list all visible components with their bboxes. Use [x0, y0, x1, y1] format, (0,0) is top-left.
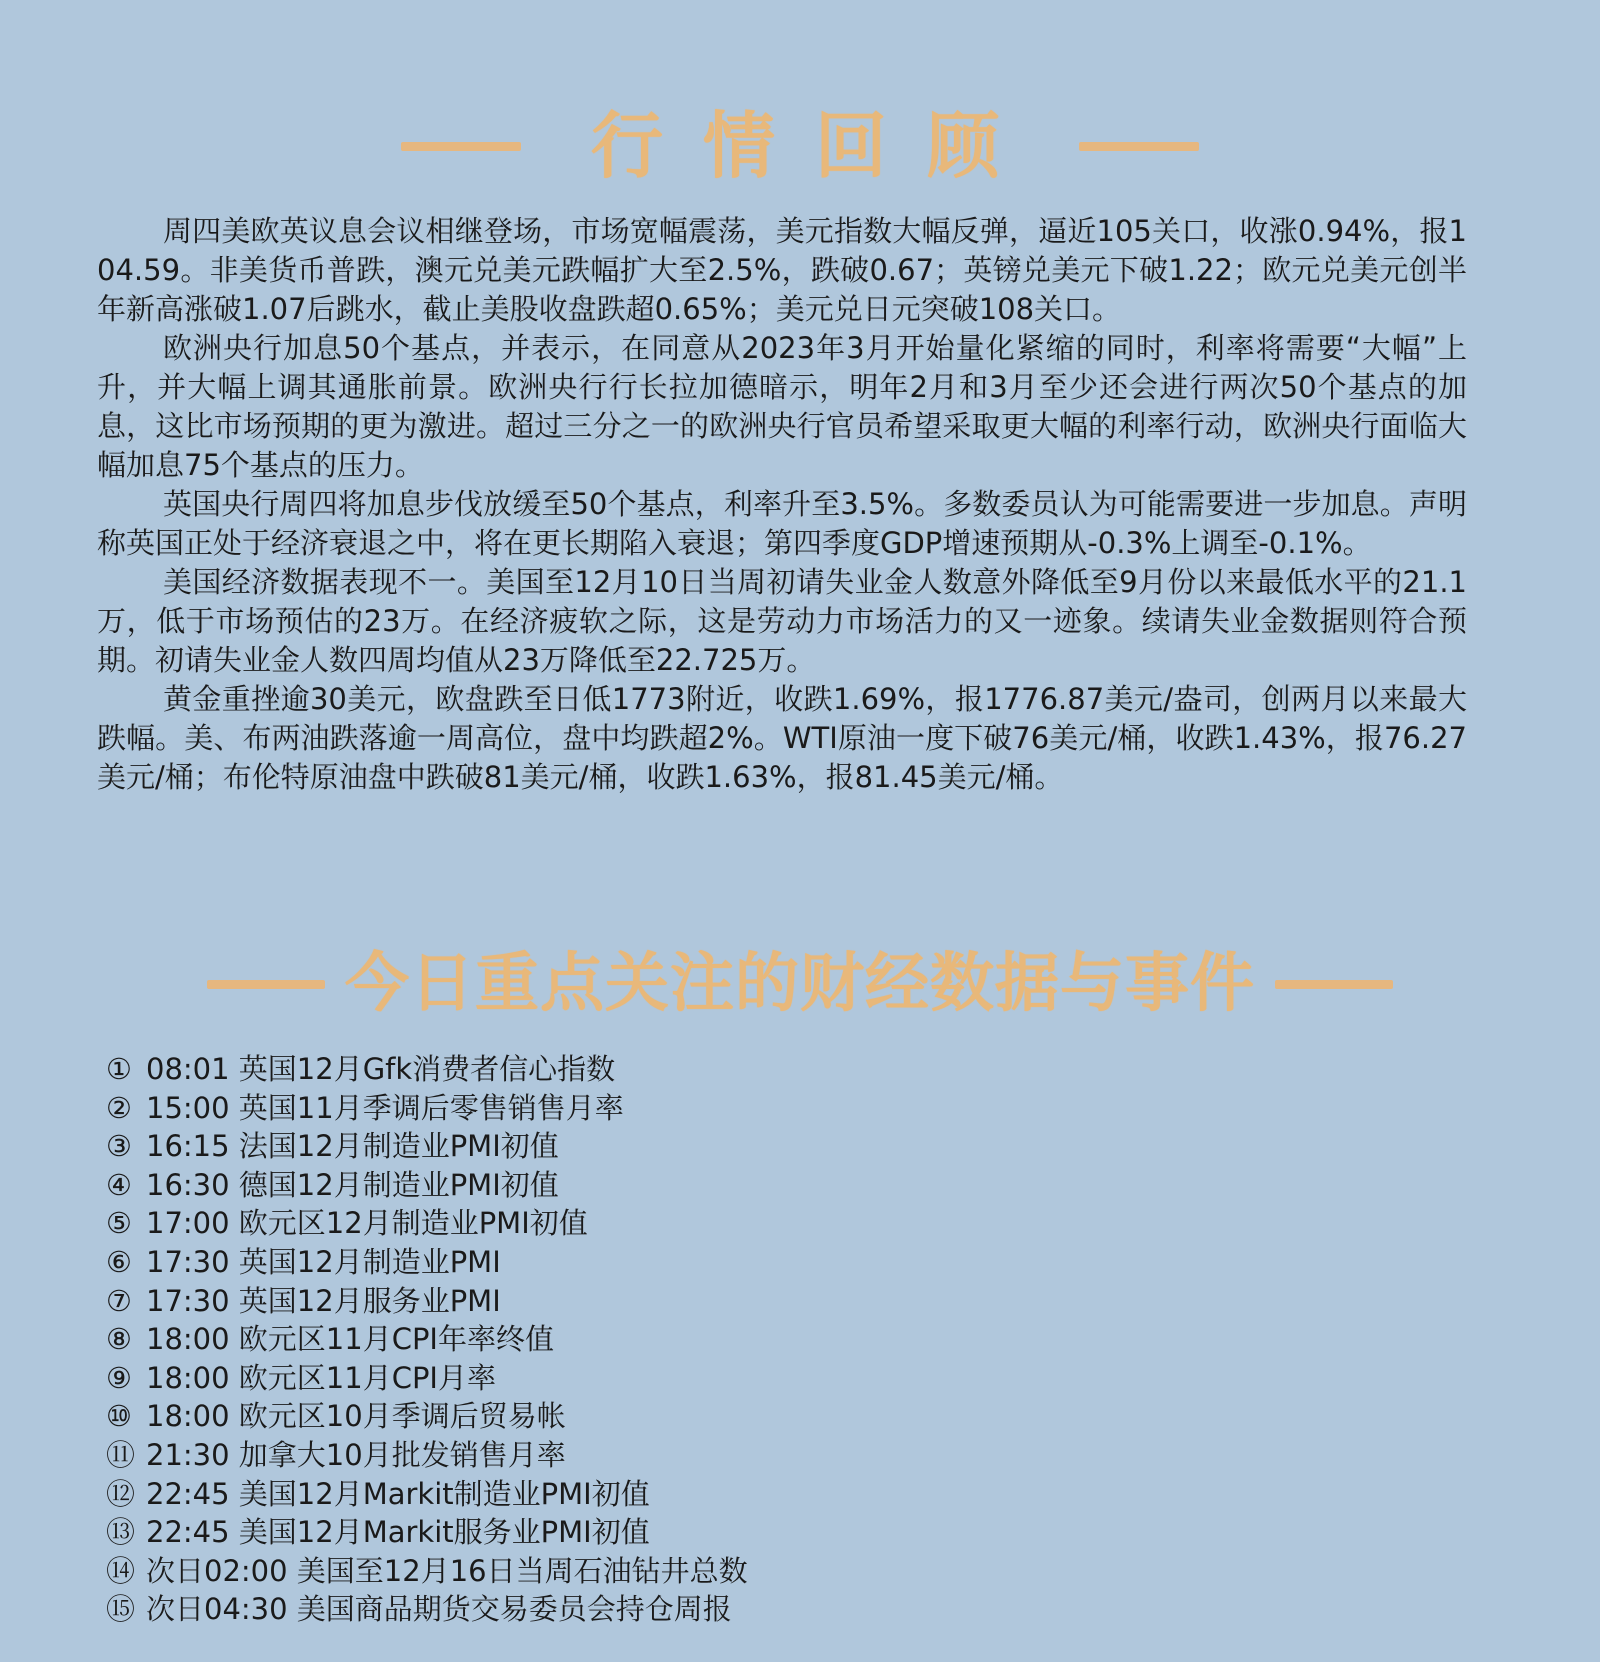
review-paragraph: 周四美欧英议息会议相继登场，市场宽幅震荡，美元指数大幅反弹，逼近105关口，收涨0.94%，报104.59。非美货币普跌，澳元兑美元跌幅扩大至2.5%，跌破0.67；英镑兑美元下破1.22；欧元兑美元创半年新高涨破1.07后跳水，截止美股收盘跌超0.65%；美元兑日元突破108关口。: [97, 214, 1467, 326]
event-text: 次日02:00 美国至12月16日当周石油钻井总数: [146, 1553, 748, 1588]
event-item: [106, 1552, 1306, 1591]
events-title: 今日重点关注的财经数据与事件: [345, 947, 1255, 1021]
event-number: ⑮: [106, 1592, 136, 1627]
event-text: 17:30 英国12月制造业PMI: [146, 1244, 501, 1279]
event-number: ③: [106, 1129, 132, 1164]
heading-dash-right: [1079, 142, 1199, 151]
event-text: 15:00 英国11月季调后零售销售月率: [146, 1090, 624, 1125]
event-item: [106, 1590, 1306, 1629]
event-number: ④: [106, 1167, 132, 1202]
review-paragraph: 黄金重挫逾30美元，欧盘跌至日低1773附近，收跌1.69%，报1776.87美元/盎司，创两月以来最大跌幅。美、布两油跌落逾一周高位，盘中均跌超2%。WTI原油一度下破76美元/桶，收跌1.43%，报76.27美元/桶；布伦特原油盘中跌破81美元/桶，收跌1.63%，报81.45美元/桶。: [97, 682, 1467, 794]
event-text: 18:00 欧元区10月季调后贸易帐: [146, 1399, 566, 1434]
heading-dash-left: [207, 980, 325, 989]
event-item: [106, 1050, 1306, 1089]
event-number: ⑬: [106, 1515, 136, 1550]
event-item: [106, 1127, 1306, 1166]
event-text: 08:01 英国12月Gfk消费者信心指数: [146, 1052, 616, 1086]
event-item: [106, 1320, 1306, 1359]
event-item: [106, 1243, 1306, 1282]
event-text: 次日04:30 美国商品期货交易委员会持仓周报: [146, 1592, 732, 1627]
event-number: ②: [106, 1090, 132, 1125]
event-number: ⑩: [106, 1399, 132, 1434]
event-item: [106, 1513, 1306, 1552]
event-item: [106, 1204, 1306, 1243]
event-number: ⑤: [106, 1206, 132, 1241]
review-paragraph: 美国经济数据表现不一。美国至12月10日当周初请失业金人数意外降低至9月份以来最低水平的21.1万，低于市场预估的23万。在经济疲软之际，这是劳动力市场活力的又一迹象。续请失业金数据则符合预期。初请失业金人数四周均值从23万降低至22.725万。: [97, 565, 1467, 677]
event-text: 21:30 加拿大10月批发销售月率: [146, 1437, 566, 1472]
event-number: ⑦: [106, 1283, 132, 1318]
event-item: [106, 1166, 1306, 1205]
event-text: 16:30 德国12月制造业PMI初值: [146, 1167, 559, 1202]
events-list: [106, 1050, 1306, 1629]
event-item: [106, 1089, 1306, 1128]
review-heading: [0, 100, 1600, 192]
review-title: 行情回顾: [590, 104, 1039, 188]
review-body: [97, 212, 1467, 797]
review-paragraph: 欧洲央行加息50个基点，并表示，在同意从2023年3月开始量化紧缩的同时，利率将需要“大幅”上升，并大幅上调其通胀前景。欧洲央行行长拉加德暗示，明年2月和3月至少还会进行两次50个基点的加息，这比市场预期的更为激进。超过三分之一的欧洲央行官员希望采取更大幅的利率行动，欧洲央行面临大幅加息75个基点的压力。: [97, 331, 1467, 482]
event-number: ⑭: [106, 1553, 136, 1588]
event-text: 18:00 欧元区11月CPI月率: [146, 1360, 496, 1395]
event-item: [106, 1475, 1306, 1514]
event-text: 17:00 欧元区12月制造业PMI初值: [146, 1206, 588, 1241]
event-number: ①: [106, 1052, 132, 1086]
review-paragraph: 英国央行周四将加息步伐放缓至50个基点，利率升至3.5%。多数委员认为可能需要进一步加息。声明称英国正处于经济衰退之中，将在更长期陷入衰退；第四季度GDP增速预期从-0.3%上调至-0.1%。: [97, 487, 1467, 560]
event-number: ⑨: [106, 1360, 132, 1395]
event-text: 17:30 英国12月服务业PMI: [146, 1283, 501, 1318]
event-number: ⑫: [106, 1476, 136, 1511]
events-heading: [0, 936, 1600, 1032]
event-text: 22:45 美国12月Markit服务业PMI初值: [146, 1515, 650, 1550]
event-item: [106, 1359, 1306, 1398]
event-number: ⑪: [106, 1437, 136, 1472]
event-text: 22:45 美国12月Markit制造业PMI初值: [146, 1476, 650, 1511]
event-item: [106, 1436, 1306, 1475]
event-text: 16:15 法国12月制造业PMI初值: [146, 1129, 559, 1164]
event-number: ⑧: [106, 1322, 132, 1357]
event-item: [106, 1397, 1306, 1436]
event-number: ⑥: [106, 1244, 132, 1279]
heading-dash-right: [1275, 980, 1393, 989]
heading-dash-left: [401, 142, 521, 151]
event-item: [106, 1282, 1306, 1321]
event-text: 18:00 欧元区11月CPI年率终值: [146, 1322, 554, 1357]
